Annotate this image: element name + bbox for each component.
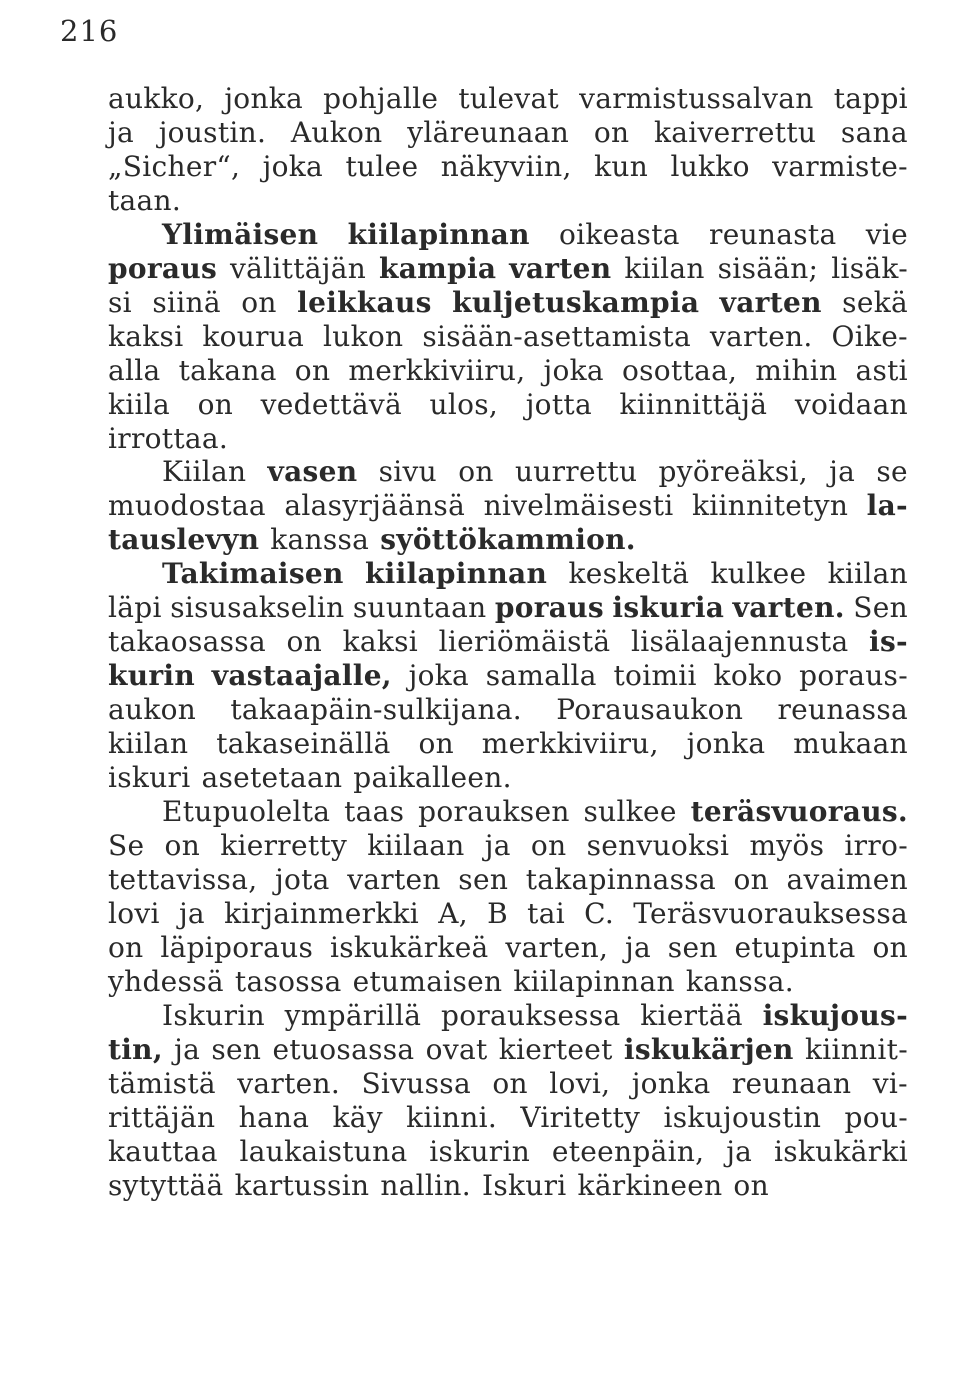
text-word: sekä [842,285,908,319]
text-word: mihin [755,353,838,387]
text-word: Iskuri [481,1168,567,1202]
text-word: on [241,285,277,319]
text-word: kiilapinnan [513,964,675,998]
text-word: taas [344,795,405,829]
text-word: keskeltä [568,557,690,591]
text-word: on [733,1168,769,1202]
text-word: kiinnittäjä [619,387,768,421]
text-word: näkyviin, [440,149,572,183]
text-word: lieriömäistä [438,625,611,659]
text-word: tin, [108,1032,163,1066]
text-line [108,82,908,116]
text-word: kiilan [827,557,908,591]
text-word: iskukärkeä [329,930,489,964]
text-word: tappi [833,82,908,115]
text-word: porauksen [418,795,570,829]
text-word: takaosassa [108,625,266,659]
text-word: merkkiviiru, [348,353,526,387]
text-line [108,1067,908,1101]
text-line [108,625,908,659]
text-word: avaimen [786,862,908,896]
text-word: kulkee [710,557,807,591]
text-word: reunassa [777,693,908,727]
text-word: uurrettu [514,455,638,489]
text-line [108,354,908,388]
text-word: on [286,625,323,659]
text-word: on [733,862,769,896]
text-word: mukaan [793,727,908,761]
text-word: kampia [379,251,497,285]
text-word: kiilapinnan [364,557,548,591]
text-word: etumaisen [352,964,503,998]
text-word: kanssa [270,523,370,557]
text-word: kuljetuskampia [452,285,700,319]
text-word: iskuri [108,761,191,795]
text-word: kaksi [342,625,419,659]
text-word: ja [108,115,134,149]
text-word: on [872,930,908,964]
text-word: Sen [853,591,908,625]
text-word: Etupuolelta [162,795,331,829]
text-word: ja [829,455,856,489]
text-word: sivu [378,455,437,489]
text-word: la- [866,489,908,523]
text-word: poraus [108,251,218,285]
text-word: suuntaan [352,591,487,625]
text-word: nivelmäisesti [483,489,674,523]
text-word: syöttökammion. [380,523,636,557]
text-word: kiilan [624,251,705,285]
text-word: muodostaa [108,489,266,523]
text-line [108,320,908,354]
text-word: ympärillä [284,998,422,1032]
text-word: kartussin [234,1168,370,1202]
text-word: alasyrjäänsä [284,489,466,523]
text-word: sana [840,115,908,149]
text-word: välittäjän [230,251,367,285]
text-word: poraus [494,591,604,625]
text-word: voidaan [794,387,908,421]
text-word: läpi [108,591,162,625]
text-word: on [197,387,234,421]
text-word: Kiilan [162,455,247,489]
text-word: varmiste- [772,149,908,183]
text-word: C. [584,896,615,930]
text-word: kiila [108,387,171,421]
text-word: aukon [108,693,197,727]
text-line [108,252,908,286]
text-line [108,727,908,761]
text-line [108,150,908,184]
text-word: varten. [732,591,845,625]
text-word: Porausaukon [556,693,744,727]
text-word: sisään; [717,251,819,285]
text-word: etuosassa [272,1032,415,1066]
text-word: B [487,896,508,930]
text-word: takaseinällä [216,727,391,761]
text-word: sytyttää [108,1168,224,1202]
text-word: kiinnitetyn [692,489,849,523]
text-line [108,455,908,489]
text-word: jonka [686,727,766,761]
text-word: kanssa. [685,964,794,998]
text-word: lisälaajennusta [630,625,849,659]
text-word: hana [238,1100,310,1134]
text-word: kurin [108,659,196,693]
text-line [108,1101,908,1135]
text-word: varten [719,285,822,319]
text-word: on [492,1066,528,1100]
text-word: tettavissa, [108,862,258,896]
text-word: vasen [267,455,358,489]
text-line [108,388,908,422]
text-line [108,489,908,523]
text-word: yhdessä [108,964,224,998]
text-word: oikeasta [559,217,680,251]
text-word: tai [527,896,565,930]
text-word: Sivussa [361,1066,471,1100]
text-word: Teräsvuorauksessa [633,896,908,930]
text-line [108,286,908,320]
text-word: reunasta [709,217,837,251]
text-line [108,184,908,218]
text-word: varten [347,862,441,896]
text-word: tämistä [108,1066,216,1100]
text-line [108,897,908,931]
text-line [108,999,908,1033]
text-word: käy [332,1100,383,1134]
text-word: taan. [108,183,182,217]
text-word: kiilapinnan [347,217,530,251]
text-word: kirjainmerkki [224,896,420,930]
text-word: eteenpäin, [551,1134,705,1168]
text-word: asetetaan [201,761,343,795]
text-word: kourua [202,319,305,353]
text-line [108,659,908,693]
text-word: ja [726,1134,753,1168]
text-line [108,829,908,863]
text-word: jonka [631,1066,711,1100]
text-word: koko [713,659,783,693]
text-word: Aukon [290,115,383,149]
text-word: iskuria [612,591,725,625]
text-word: ovat [425,1032,488,1066]
text-word: joka [408,659,469,693]
text-line [108,795,908,829]
text-word: lovi, [549,1066,611,1100]
text-word: sisään-asettamista [422,319,691,353]
text-word: on [530,828,567,862]
text-word: kiilaan [367,828,465,862]
text-line [108,1169,908,1203]
text-word: varten, [505,930,609,964]
text-word: leikkaus [297,285,432,319]
text-word: sen [458,862,509,896]
text-word: jotta [525,387,592,421]
text-line [108,931,908,965]
text-line [108,218,908,252]
text-word: vastaajalle, [211,659,392,693]
text-word: iskujoustin [663,1100,822,1134]
text-word: iskurin [429,1134,531,1168]
text-word: vie [865,217,908,251]
text-word: kaiverrettu [654,115,817,149]
text-word: takaapäin-sulkijana. [230,693,522,727]
text-word: jonka [224,82,304,115]
text-word: Se [108,828,145,862]
text-word: pyöreäksi, [658,455,808,489]
text-word: tulevat [458,82,559,115]
text-word: ja [484,828,511,862]
text-word: iskukärjen [623,1032,794,1066]
text-word: asti [855,353,908,387]
text-word: vedettävä [260,387,402,421]
text-word: kaksi [108,319,184,353]
text-word: etupinta [734,930,856,964]
text-word: ja [178,896,205,930]
text-word: ja [174,1032,201,1066]
text-word: vi- [872,1066,908,1100]
text-word: yläreunaan [407,115,570,149]
text-word: se [876,455,908,489]
text-word: irrottaa. [108,421,229,455]
text-word: ulos, [429,387,499,421]
text-word: reunaan [731,1066,852,1100]
page-number: 216 [60,14,119,48]
text-word: is- [869,625,908,659]
text-line [108,422,908,456]
text-word: Oike- [831,319,908,353]
text-word: iskujous- [762,998,908,1032]
text-word: varten [509,251,612,285]
text-word: kun [594,149,649,183]
text-word: teräsvuoraus. [690,795,908,829]
text-word: kiinni. [406,1100,498,1134]
text-word: pohjalle [323,82,439,115]
text-word: Viritetty [520,1100,641,1134]
text-word: porauksessa [440,998,621,1032]
text-word: tauslevyn [108,523,260,557]
text-word: laukaistuna [239,1134,408,1168]
text-word: lovi [108,896,160,930]
text-word: lisäk- [831,251,908,285]
text-word: rittäjän [108,1100,216,1134]
text-word: kiertää [640,998,743,1032]
text-word: varmistussalvan [579,82,814,115]
text-word: joka [262,149,324,183]
text-word: Iskurin [162,998,265,1032]
text-word: A, [438,896,468,930]
text-word: lukko [670,149,750,183]
text-line [108,1135,908,1169]
text-word: läpiporaus [160,930,314,964]
text-word: kiinnit- [804,1032,908,1066]
text-word: nallin. [380,1168,471,1202]
text-word: joustin. [158,115,267,149]
text-word: „Sicher“, [108,149,241,183]
text-line [108,116,908,150]
text-word: aukko, [108,82,205,115]
text-word: varten. [709,319,813,353]
text-word: osottaa, [621,353,738,387]
text-line [108,965,908,999]
text-word: on [294,353,331,387]
text-line [108,693,908,727]
text-word: sen [211,1032,262,1066]
text-word: tulee [345,149,419,183]
text-word: on [164,828,201,862]
text-word: sen [667,930,718,964]
text-word: on [108,930,144,964]
text-word: pou- [844,1100,908,1134]
text-word: kauttaa [108,1134,218,1168]
text-word: sulkee [583,795,677,829]
text-line [108,591,908,625]
text-line [108,557,908,591]
text-word: on [593,115,630,149]
text-word: poraus- [799,659,908,693]
text-word: myös [749,828,825,862]
text-word: varten. [237,1066,341,1100]
text-word: kärkineen [577,1168,723,1202]
text-word: takana [178,353,277,387]
text-word: samalla [485,659,597,693]
text-word: toimii [613,659,697,693]
text-line [108,523,908,557]
text-line [108,1033,908,1067]
text-line [108,863,908,897]
text-word: si [108,285,132,319]
body-text [108,82,908,1202]
text-word: alla [108,353,161,387]
text-word: merkkiviiru, [481,727,659,761]
text-word: irro- [844,828,908,862]
text-word: paikalleen. [353,761,512,795]
text-word: iskukärki [773,1134,908,1168]
text-word: siinä [152,285,221,319]
text-word: jota [274,862,330,896]
text-word: lukon [323,319,404,353]
text-word: ja [624,930,651,964]
text-word: Ylimäisen [162,217,319,251]
text-line [108,761,908,795]
text-word: sisusakselin [170,591,345,625]
text-word: takapinnassa [525,862,716,896]
text-word: kiilan [108,727,189,761]
text-word: joka [543,353,604,387]
text-word: Takimaisen [162,557,344,591]
text-word: senvuoksi [586,828,730,862]
text-word: on [418,727,454,761]
text-word: kierteet [498,1032,613,1066]
text-word: on [458,455,494,489]
text-word: kierretty [220,828,348,862]
text-word: tasossa [234,964,342,998]
